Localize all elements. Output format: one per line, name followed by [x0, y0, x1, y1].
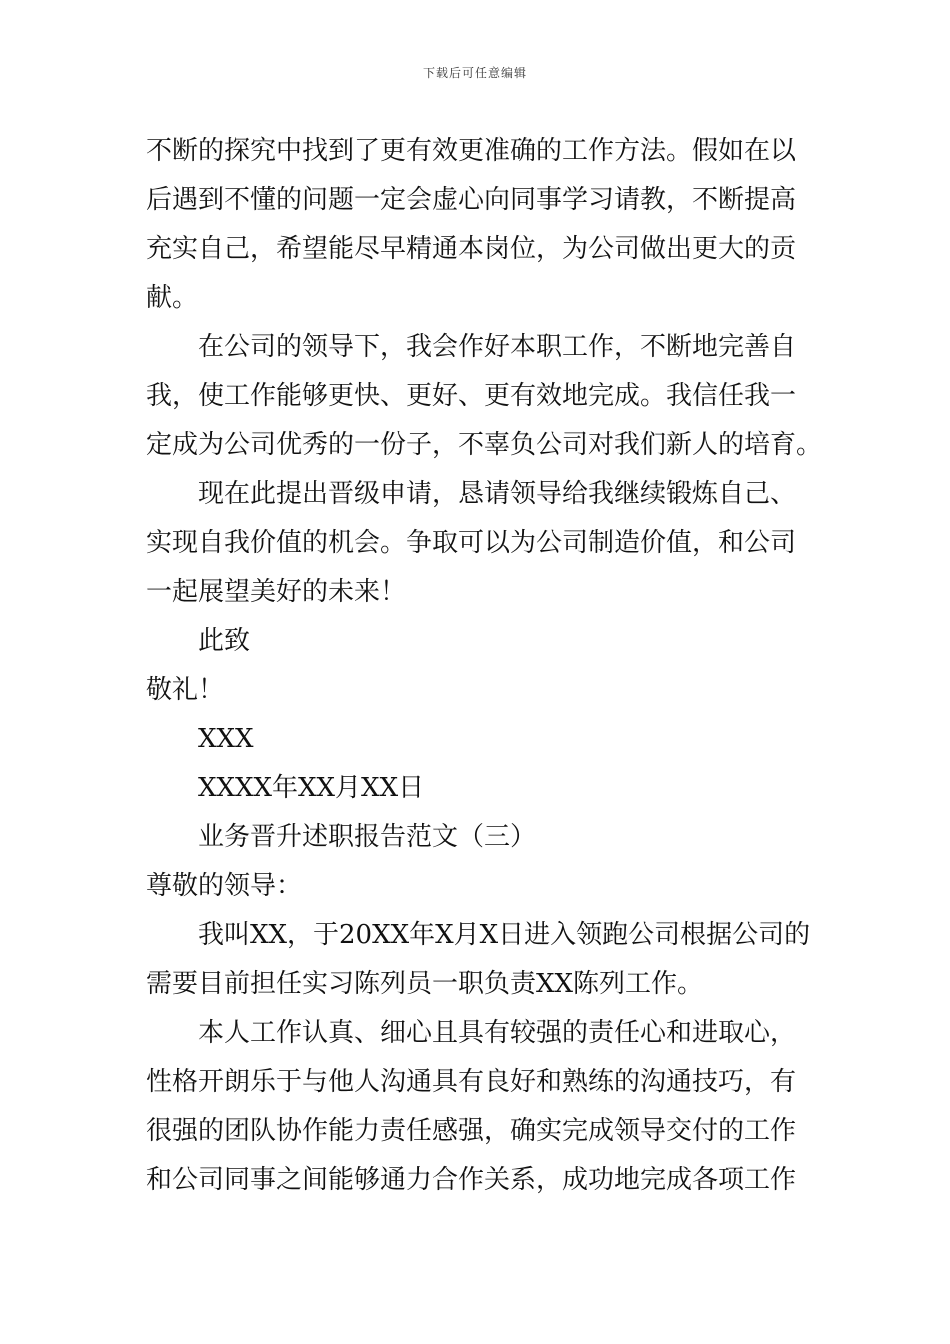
text-line: 需要目前担任实习陈列员一职负责XX陈列工作。	[146, 969, 704, 999]
page-header: 下载后可任意编辑	[422, 66, 527, 80]
text-line: 我，使工作能够更快、更好、更有效地完成。我信任我一	[146, 381, 797, 411]
section-title: 业务晋升述职报告范文（三）	[198, 822, 537, 852]
text-line: 定成为公司优秀的一份子，不辜负公司对我们新人的培育。	[146, 430, 823, 460]
signature-date: XXXX年XX月XX日	[198, 773, 425, 803]
closing-regards: 敬礼！	[146, 675, 225, 705]
text-line: 实现自我价值的机会。争取可以为公司制造价值，和公司	[146, 528, 797, 558]
text-line: 一起展望美好的未来！	[146, 577, 407, 607]
text-line: 很强的团队协作能力责任感强，确实完成领导交付的工作	[146, 1116, 797, 1146]
text-line: 在公司的领导下，我会作好本职工作，不断地完善自	[198, 332, 797, 362]
closing-salutation: 此致	[198, 626, 251, 656]
text-line: 不断的探究中找到了更有效更准确的工作方法。假如在以	[146, 136, 797, 166]
greeting: 尊敬的领导：	[146, 871, 303, 901]
text-line: 本人工作认真、细心且具有较强的责任心和进取心，	[198, 1018, 797, 1048]
signature-name: XXX	[198, 724, 254, 754]
text-line: 献。	[146, 283, 199, 313]
text-line: 我叫XX，于20XX年X月X日进入领跑公司根据公司的	[198, 920, 811, 950]
document-body	[146, 127, 823, 1205]
text-line: 后遇到不懂的问题一定会虚心向同事学习请教，不断提高	[146, 185, 797, 215]
text-line: 充实自己，希望能尽早精通本岗位，为公司做出更大的贡	[146, 234, 797, 264]
text-line: 现在此提出晋级申请，恳请领导给我继续锻炼自己、	[198, 479, 797, 509]
text-line: 和公司同事之间能够通力合作关系，成功地完成各项工作	[146, 1165, 797, 1195]
text-line: 性格开朗乐于与他人沟通具有良好和熟练的沟通技巧，有	[146, 1067, 797, 1097]
